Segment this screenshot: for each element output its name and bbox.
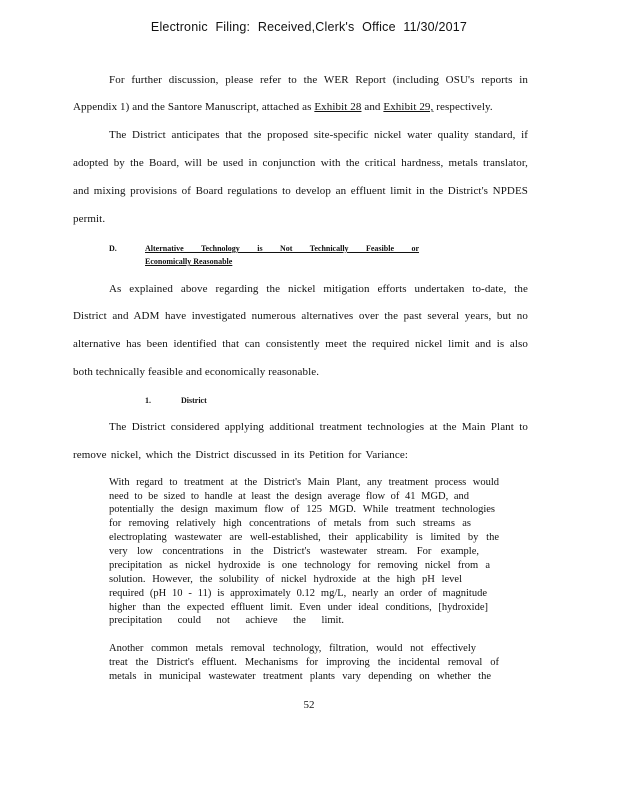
subsection-1-title: District [181,396,207,405]
quote-1-line-2: need to be sized to handle at least the design average flow of 41 MGD, and [109,491,469,502]
paragraph-3-line-3: alternative has been identified that can consistently meet the required nickel limit and is also [73,338,528,350]
paragraph-1-line-2-prefix: Appendix 1) and the Santore Manuscript, attached as [73,101,312,113]
paragraph-2-line-1: The District anticipates that the proposed site-specific nickel water quality standard, if [109,129,528,141]
quote-2-line-3: metals in municipal wastewater treatment plants vary depending on whether the [109,671,491,682]
paragraph-1-line-2 [73,101,493,113]
paragraph-2-line-2: adopted by the Board, will be used in conjunction with the critical hardness, metals translator, [73,157,528,169]
paragraph-2-line-4: permit. [73,213,106,225]
paragraph-4-line-2: remove nickel, which the District discussed in its Petition for Variance: [73,449,408,461]
quote-1-line-3: potentially the design maximum flow of 125 MGD. While treatment technologies [109,504,495,515]
paragraph-2-line-3: and mixing provisions of Board regulations to develop an effluent limit in the District's NPDES [73,185,528,197]
quote-2-line-2: treat the District's effluent. Mechanisms for improving the incidental removal of [109,657,499,668]
section-d-title-line-2: Economically Reasonable [145,257,233,266]
exhibit-29-link[interactable]: Exhibit 29, [383,101,434,113]
paragraph-3-line-4: both technically feasible and economically reasonable. [73,366,320,378]
section-d-label: D. [109,244,117,253]
quote-1-line-11: precipitation could not achieve the limit. [109,615,344,626]
subsection-1-label: 1. [145,396,151,405]
quote-1-line-5: electroplating wastewater are well-established, their applicability is limited by the [109,532,499,543]
quote-1-line-9: required (pH 10 - 11) is approximately 0.12 mg/L, nearly an order of magnitude [109,588,487,599]
quote-1-line-1: With regard to treatment at the District's Main Plant, any treatment process would [109,477,499,488]
paragraph-1-line-1: For further discussion, please refer to the WER Report (including OSU's reports in [109,74,528,86]
quote-1-line-8: solution. However, the solubility of nickel hydroxide at the high pH level [109,574,462,585]
exhibit-28-link[interactable]: Exhibit 28 [314,101,362,113]
quote-1-line-4: for removing relatively high concentrations of metals from such streams as [109,518,471,529]
page-number: 52 [303,699,315,711]
quote-1-line-7: precipitation as nickel hydroxide is one technology for removing nickel from a [109,560,490,571]
quote-2-line-1: Another common metals removal technology, filtration, would not effectively [109,643,476,654]
quote-1-line-10: higher than the expected effluent limit. Even under ideal conditions, [hydroxide] [109,602,488,613]
filing-header: Electronic Filing: Received,Clerk's Office 11/30/2017 [150,20,468,34]
section-d-title-line-1: Alternative Technology is Not Technically Feasible or [145,244,419,253]
paragraph-1-and: and [364,101,381,113]
quote-1-line-6: very low concentrations in the District's wastewater stream. For example, [109,546,479,557]
paragraph-4-line-1: The District considered applying additional treatment technologies at the Main Plant to [109,421,528,433]
paragraph-3-line-1: As explained above regarding the nickel mitigation efforts undertaken to-date, the [109,283,528,295]
paragraph-1-line-2-suffix: respectively. [436,101,493,113]
paragraph-3-line-2: District and ADM have investigated numerous alternatives over the past several years, but no [73,310,528,322]
